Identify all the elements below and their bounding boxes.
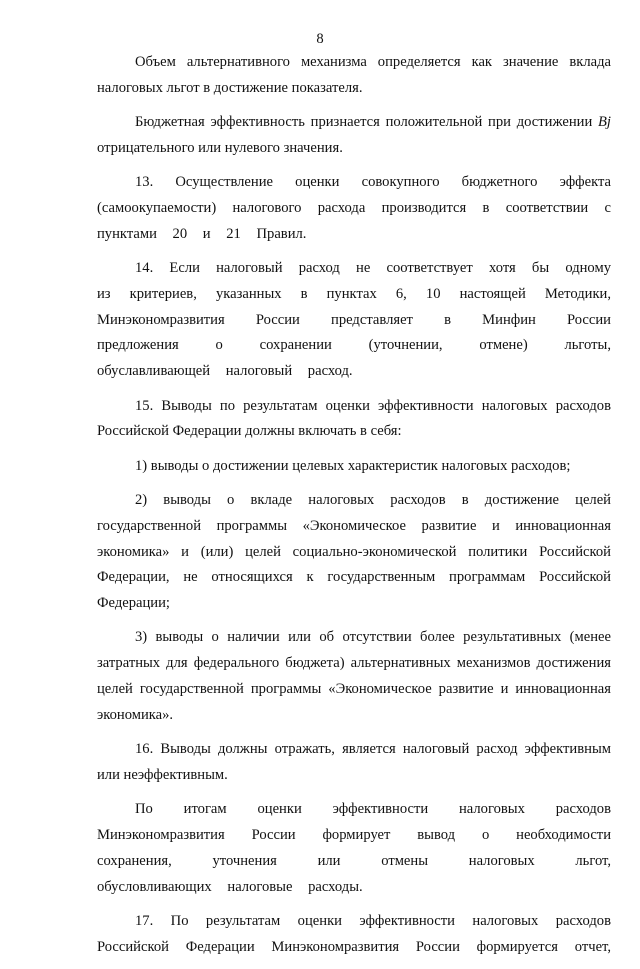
paragraph-budget-efficiency bbox=[97, 110, 611, 162]
paragraph-results: По итогам оценки эффективности налоговых расходов Минэкономразвития России формирует вывод о необходимости сохранения, уточнения или отмены налоговых льгот, обусловливающих налоговые расходы. bbox=[97, 801, 611, 895]
paragraph-item-13: 13. Осуществление оценки совокупного бюджетного эффекта (самоокупаемости) налогового расхода производится в соответствии с пунктами 20 и 21 Правил. bbox=[97, 174, 611, 242]
list-item-conclusion-1: 1) выводы о достижении целевых характеристик налоговых расходов; bbox=[135, 457, 571, 474]
paragraph-budget-efficiency-text-a: Бюджетная эффективность признается положительной при достижении bbox=[135, 114, 599, 131]
list-item-conclusion-2: 2) выводы о вкладе налоговых расходов в достижение целей государственной программы «Экономическое развитие и инновационная экономика» и (или) целей социально-экономической политики Российской Федерации, не относящихся к государственным программам Российской Федерации; bbox=[97, 491, 611, 612]
list-item-conclusion-3: 3) выводы о наличии или об отсутствии более результативных (менее затратных для федерального бюджета) альтернативных механизмов достижения целей государственной программы «Экономическое развитие и инновационная экономика». bbox=[97, 629, 611, 723]
paragraph-item-17: 17. По результатам оценки эффективности налоговых расходов Российской Федерации Минэкономразвития России формируется отчет, bbox=[97, 912, 611, 955]
paragraph-budget-efficiency-text-b: отрицательного или нулевого значения. bbox=[97, 139, 343, 156]
paragraph-alternative-mechanism: Объем альтернативного механизма определяется как значение вклада налоговых льгот в достижение показателя. bbox=[97, 54, 611, 96]
paragraph-item-14: 14. Если налоговый расход не соответствует хотя бы одному из критериев, указанных в пунктах 6, 10 настоящей Методики, Минэкономразвития России представляет в Минфин России предложения о сохранении (уточнении, отмене) льготы, обуславливающей налоговый расход. bbox=[97, 260, 611, 380]
paragraph-item-16: 16. Выводы должны отражать, является налоговый расход эффективным или неэффективным. bbox=[97, 741, 611, 783]
paragraph-item-15: 15. Выводы по результатам оценки эффективности налоговых расходов Российской Федерации должны включать в себя: bbox=[97, 397, 611, 440]
variable-bj: Bj bbox=[598, 114, 611, 131]
page-number: 8 bbox=[316, 31, 324, 47]
document-body bbox=[97, 50, 611, 969]
